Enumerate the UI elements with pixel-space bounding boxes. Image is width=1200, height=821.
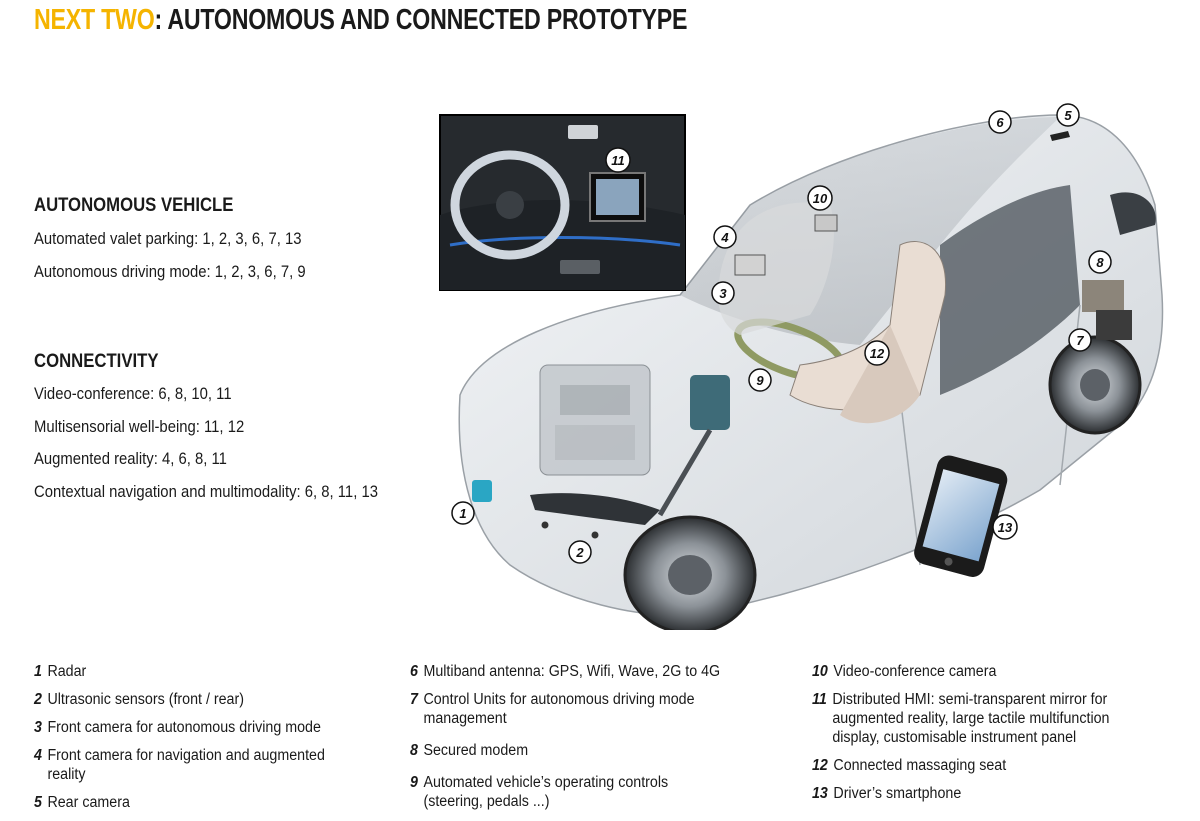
video-conference-camera [815,215,837,231]
connectivity-item: Video-conference: 6, 8, 10, 11 [34,385,232,403]
legend-text: Radar [47,663,87,680]
legend-item [34,662,365,681]
legend-number: 9 [410,774,418,791]
svg-text:5: 5 [1064,108,1072,123]
legend-text: Rear camera [47,794,130,811]
page-title [34,4,687,37]
callout-8 [1089,251,1111,273]
callout-10 [808,186,832,210]
legend-text: Front camera for autonomous driving mode [47,719,321,736]
legend-column-3 [812,662,1182,812]
callout-7 [1069,329,1091,351]
svg-text:11: 11 [611,153,625,168]
engine-block [540,365,650,475]
legend-number: 13 [812,785,828,802]
front-camera-nav [735,255,765,275]
legend-item [410,773,686,811]
legend-number: 2 [34,691,42,708]
legend-item [34,793,365,812]
legend-text: Driver’s smartphone [833,785,962,802]
legend-number: 12 [812,757,828,774]
legend-number: 11 [812,691,827,708]
autonomous-heading: AUTONOMOUS VEHICLE [34,195,234,216]
legend-text: Front camera for navigation and augmented reality [47,747,325,783]
connectivity-item: Multisensorial well-being: 11, 12 [34,417,245,436]
svg-text:7: 7 [1076,333,1084,348]
svg-text:8: 8 [1096,255,1104,270]
autonomous-list [34,223,336,288]
legend-item [812,784,1152,803]
legend-column-1 [34,662,394,821]
callout-2 [569,541,591,563]
connectivity-item: Augmented reality: 4, 6, 8, 11 [34,450,227,468]
legend-item [410,741,760,760]
svg-text:10: 10 [812,191,828,206]
legend-item [812,690,1129,747]
autonomous-item: Autonomous driving mode: 1, 2, 3, 6, 7, 9 [34,262,306,281]
callout-6 [989,111,1011,133]
callout-5 [1057,104,1079,126]
callout-3 [712,282,734,304]
legend-text: Multiband antenna: GPS, Wifi, Wave, 2G to 4G [423,663,721,680]
legend-item [812,756,1152,775]
callout-11 [606,148,630,172]
svg-text:2: 2 [576,545,584,560]
legend-number: 8 [410,742,418,759]
svg-text:3: 3 [719,286,727,301]
title-rest: : AUTONOMOUS AND CONNECTED PROTOTYPE [154,4,688,36]
legend-text: Control Units for autonomous driving mode management [423,691,695,727]
legend-number: 3 [34,719,42,736]
legend-text: Video-conference camera [833,663,997,680]
legend-item [34,718,365,737]
legend-column-2 [410,662,790,820]
legend-text: Secured modem [423,742,529,759]
connectivity-heading: CONNECTIVITY [34,351,159,372]
legend-number: 1 [34,663,42,680]
svg-text:4: 4 [721,230,729,245]
legend-number: 7 [410,691,418,708]
radar-sensor [472,480,492,502]
svg-text:6: 6 [996,115,1004,130]
legend-item [34,690,365,709]
legend-number: 6 [410,663,418,680]
svg-text:1: 1 [459,506,467,521]
legend-item [34,746,365,784]
legend-item [410,690,760,728]
legend-text: Connected massaging seat [833,757,1007,774]
autonomous-item: Automated valet parking: 1, 2, 3, 6, 7, 13 [34,230,302,248]
connectivity-item: Contextual navigation and multimodality: 6, 8, 11, 13 [34,482,378,501]
legend-text: Ultrasonic sensors (front / rear) [47,691,244,708]
connectivity-list [34,378,416,508]
svg-text:9: 9 [756,373,764,388]
callout-4 [714,226,736,248]
legend-number: 5 [34,794,42,811]
svg-text:13: 13 [997,520,1013,535]
legend-item [410,662,760,681]
legend-number: 10 [812,663,828,680]
callout-9 [749,369,771,391]
car-diagram [420,95,1200,630]
callout-1 [452,502,474,524]
legend-number: 4 [34,747,42,764]
legend-text: Distributed HMI: semi-transparent mirror for augmented reality, large tactile multifunction display, customisable instrument panel [832,691,1110,746]
legend-item [812,662,1152,681]
cockpit-inset [440,115,685,290]
title-accent: NEXT TWO [34,4,155,36]
callout-12 [865,341,889,365]
svg-text:12: 12 [869,346,885,361]
legend-text: Automated vehicle’s operating controls (steering, pedals ...) [423,774,669,810]
callout-13 [993,515,1017,539]
